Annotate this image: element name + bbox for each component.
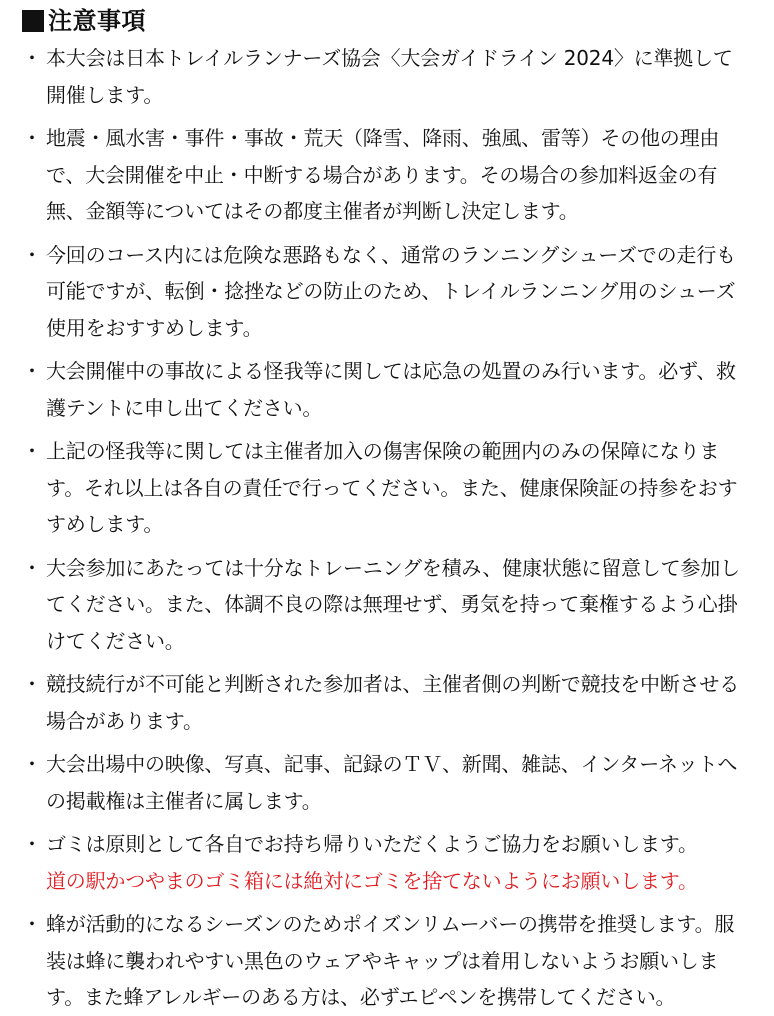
- note-text: 本大会は日本トレイルランナーズ協会〈大会ガイドライン 2024〉に準拠して開催します。: [46, 46, 733, 107]
- note-text: 今回のコース内には危険な悪路もなく、通常のランニングシューズでの走行も可能ですが、転倒・捻挫などの防止のため、トレイルランニング用のシューズ使用をおすすめします。: [46, 242, 736, 340]
- note-body: [46, 826, 750, 899]
- note-item-5: [22, 433, 750, 543]
- bullet-mark: ・: [22, 912, 42, 936]
- note-item-10: [22, 906, 750, 1016]
- bullet-mark: ・: [22, 439, 42, 463]
- notes-list: [22, 40, 750, 1016]
- note-text: 大会参加にあたっては十分なトレーニングを積み、健康状態に留意して参加してください。また、体調不良の際は無理せず、勇気を持って棄権するよう心掛けてください。: [46, 555, 740, 653]
- bullet-mark: ・: [22, 752, 42, 776]
- note-text: ゴミは原則として各自でお持ち帰りいただくようご協力をお願いします。: [46, 832, 698, 856]
- note-text: 競技続行が不可能と判断された参加者は、主催者側の判断で競技を中断させる場合があります。: [46, 672, 739, 733]
- note-item-6: [22, 550, 750, 660]
- bullet-mark: ・: [22, 126, 42, 150]
- bullet-mark: ・: [22, 359, 42, 383]
- bullet-mark: ・: [22, 672, 42, 696]
- bullet-mark: ・: [22, 242, 42, 267]
- note-item-4: [22, 353, 750, 426]
- note-item-9: [22, 826, 750, 899]
- section-heading: [22, 6, 750, 36]
- note-text: 上記の怪我等に関しては主催者加入の傷害保険の範囲内のみの保障になります。それ以上は各自の責任で行ってください。また、健康保険証の持参をおすすめします。: [46, 439, 738, 536]
- bullet-mark: ・: [22, 555, 42, 580]
- note-text: 大会開催中の事故による怪我等に関しては応急の処置のみ行います。必ず、救護テントに申し出てください。: [46, 359, 736, 420]
- note-item-8: [22, 746, 750, 819]
- note-item-2: [22, 120, 750, 230]
- note-item-7: [22, 666, 750, 739]
- bullet-mark: ・: [22, 46, 42, 70]
- heading-square-mark: [22, 10, 44, 32]
- note-item-1: [22, 40, 750, 113]
- note-text: 蜂が活動的になるシーズンのためポイズンリムーバーの携帯を推奨します。服装は蜂に襲われやすい黒色のウェアやキャップは着用しないようお願いします。また蜂アレルギーのある方は、必ずエピペンを携帯してください。: [46, 912, 735, 1009]
- heading-title: 注意事項: [48, 7, 146, 35]
- garbage-warning-text: 道の駅かつやまのゴミ箱には絶対にゴミを捨てないようにお願いします。: [46, 868, 698, 893]
- bullet-mark: ・: [22, 832, 42, 856]
- note-text: 大会出場中の映像、写真、記事、記録のＴＶ、新聞、雑誌、インターネットへの掲載権は主催者に属します。: [46, 752, 738, 813]
- note-item-3: [22, 237, 750, 347]
- note-text: 地震・風水害・事件・事故・荒天（降雪、降雨、強風、雷等）その他の理由で、大会開催を中止・中断する場合があります。その場合の参加料返金の有無、金額等についてはその都度主催者が判断し決定します。: [46, 126, 720, 223]
